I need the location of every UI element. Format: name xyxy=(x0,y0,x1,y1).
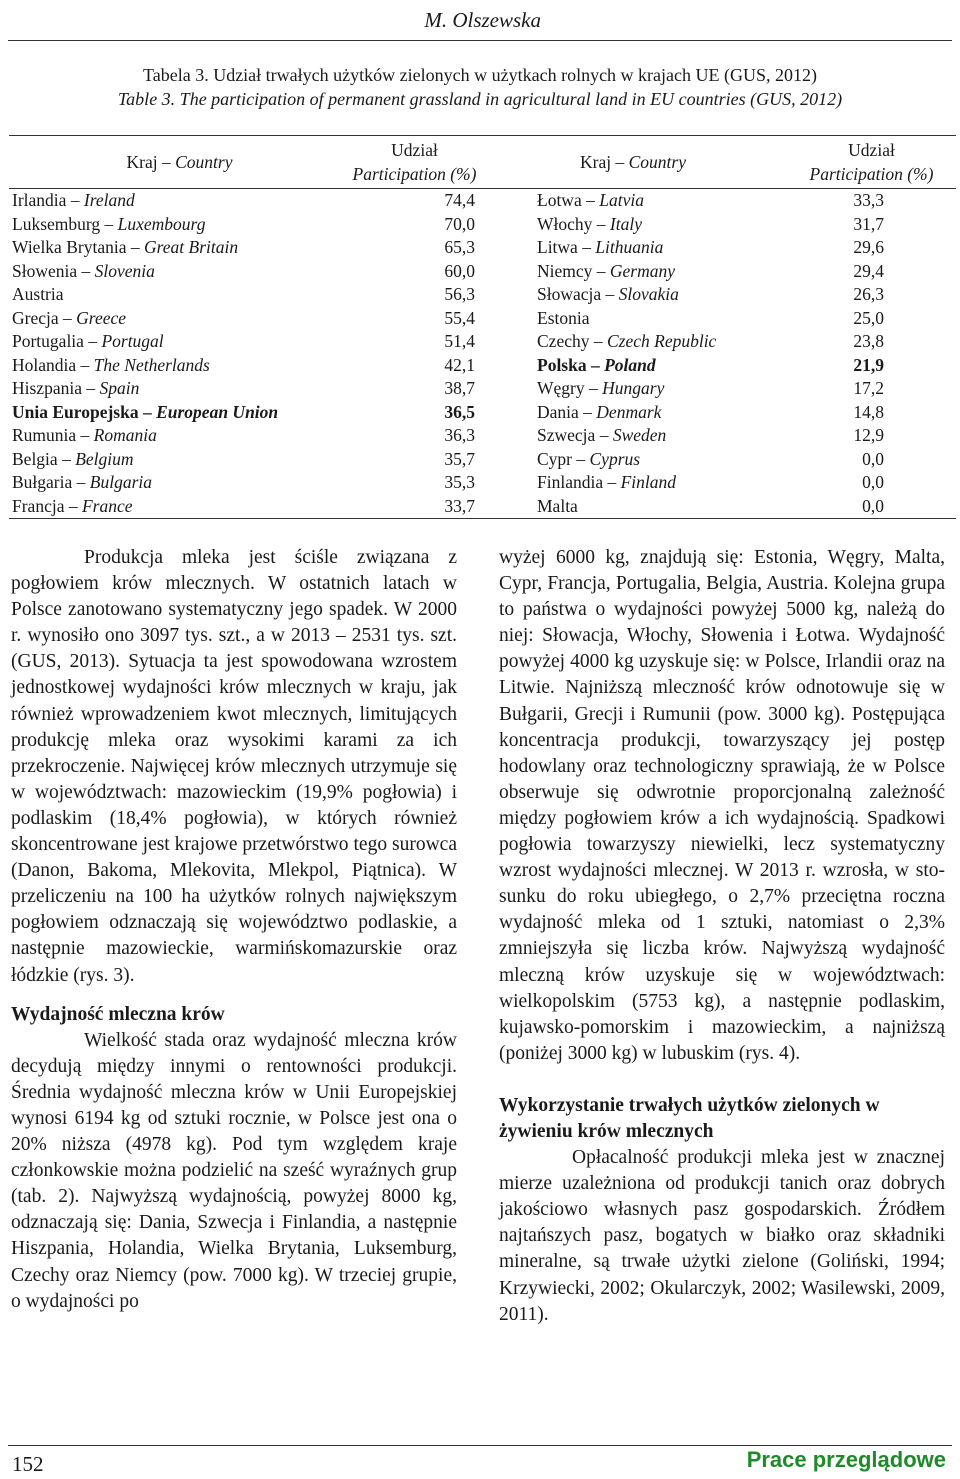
country-name-en: Czech Republic xyxy=(606,331,717,351)
paragraph: Wielkość stada oraz wydajność mleczna krów decydują między innymi o rentowności produkcji. Średnia wydajność mleczna krów w Unii Europejskiej wynosi 6194 kg od sztuki rocznie, w Polsce jest ona o 20% niższa (4978 kg). Pod tym względem kraje członkowskie można podzielić na sześć wyraźnych grup (tab. 2). Najwyższą wydajnością, powyżej 8000 kg, odznaczają się: Dania, Szwecja i Finlandia, a następnie Hiszpania, Holandia, Wielka Brytania, Luksemburg, Czechy oraz Niemcy (pow. 7000 kg). W trzeciej grupie, o wydajności po xyxy=(11,1029,457,1312)
share-value-cell: 29,4 xyxy=(853,260,884,281)
country-cell: Dania – Denmark xyxy=(537,401,662,422)
country-name-en: Spain xyxy=(99,378,140,398)
text-column-right xyxy=(499,545,945,1328)
header-share-pl: Udział xyxy=(391,140,438,160)
country-name-en: Greece xyxy=(76,307,127,328)
table-header-row xyxy=(9,136,956,189)
country-name-en: France xyxy=(81,495,133,516)
country-cell: Francja – France xyxy=(12,495,133,516)
table-row xyxy=(9,354,956,378)
share-value-cell: 25,0 xyxy=(853,307,884,328)
table-row xyxy=(9,424,956,448)
share-value-cell: 36,5 xyxy=(444,401,475,422)
country-cell: Rumunia – Romania xyxy=(12,425,157,445)
paragraph: Opłacalność produkcji mleka jest w znacznej mierze uzależniona od produkcji tanich oraz dobrych jakościowo własnych pasz gospodarskich. Źródłem najtańszych pasz, bogatych w białko oraz składniki mineralne, są trwałe użytki zielone (Goliński, 1994; Krzywiecki, 2002; Okularczyk, 2002; Wasilewski, 2009, 2011). xyxy=(499,1147,945,1325)
table-caption-pl: Tabela 3. Udział trwałych użytków zielonych w użytkach rolnych w krajach UE (GUS, 2012) xyxy=(142,65,818,85)
country-name-pl: Niemcy xyxy=(537,260,593,281)
header-share-en: Participation (%) xyxy=(809,164,934,184)
country-name-en: Poland xyxy=(604,354,656,375)
country-name-pl: Luksemburg xyxy=(12,213,101,234)
country-cell: Irlandia – Ireland xyxy=(12,190,135,210)
country-name-pl: Belgia xyxy=(12,448,58,469)
text-column-left xyxy=(11,545,457,1315)
share-value-cell: 33,3 xyxy=(853,190,884,210)
country-cell: Łotwa – Latvia xyxy=(537,190,644,210)
country-name-en: Cyprus xyxy=(589,448,641,469)
header-country-en: Country xyxy=(628,152,686,172)
grassland-share-table xyxy=(9,135,956,519)
country-name-pl: Holandia xyxy=(12,354,77,375)
share-value-cell: 31,7 xyxy=(853,213,884,234)
table-row xyxy=(9,307,956,331)
country-name-en: Belgium xyxy=(75,448,134,469)
share-value-cell: 60,0 xyxy=(444,260,475,281)
header-country-pl: Kraj xyxy=(580,152,612,172)
country-cell: Cypr – Cyprus xyxy=(537,448,641,469)
table-row xyxy=(9,448,956,472)
country-name-pl: Rumunia xyxy=(12,425,77,445)
share-value-cell: 74,4 xyxy=(444,190,475,210)
share-value-cell: 0,0 xyxy=(862,472,884,492)
country-name-en: Germany xyxy=(609,260,676,281)
header-rule xyxy=(8,40,952,41)
table-row xyxy=(9,260,956,284)
share-value-cell: 51,4 xyxy=(444,331,475,351)
country-name-pl: Słowenia xyxy=(12,260,78,281)
country-name-en: Italy xyxy=(609,213,642,234)
country-cell: Litwa – Lithuania xyxy=(537,237,664,257)
country-cell: Włochy – Italy xyxy=(537,213,642,234)
country-cell: Słowenia – Slovenia xyxy=(12,260,155,281)
share-value-cell: 65,3 xyxy=(444,237,475,257)
country-cell: Portugalia – Portugal xyxy=(12,331,164,351)
header-country-left: Kraj – Country xyxy=(126,152,233,172)
country-name-en: Ireland xyxy=(83,190,135,210)
header-country-pl: Kraj xyxy=(126,152,158,172)
country-name-pl: Słowacja xyxy=(537,284,602,304)
country-name-pl: Czechy xyxy=(537,331,590,351)
paragraph: wyżej 6000 kg, znajdują się: Estonia, Węgry, Malta, Cypr, Francja, Portugalia, Belgia, Austria. Kolejna grupa to państwa o wydajności powyżej 5000 kg, należą do niej: Słowacja, Włochy, Słowenia i Łotwa. Wydajność powyżej 4000 kg uzyskuje się: w Polsce, Irlandii oraz na Litwie. Najniższą mleczność krów odnotowuje się w Bułgarii, Grecji i Rumunii (pow. 3000 kg). Postępująca koncentracja produkcji, towarzyszący jej postęp hodowlany oraz technologiczny sprawiają, że w Polsce obserwuje się odwrotnie proporcjonalną zależność między pogłowiem krów a ich wydajnością. Spadkowi pogłowia towarzyszy niewielki, lecz systematyczny wzrost wydajności mlecznej. W 2013 r. wzrosła, w stosunku do roku ubiegłego, o 2,7% przeciętna roczna wydajność mleka od 1 sztuki, natomiast o 2,3% zmniejszyła się liczba krów. Najwyższą wydajność mleczną krów uzyskuje się w województwach: wielkopolskim (5753 kg), a następnie podlaskim, kujawsko-pomorskim i mazowieckim, a najniższą (poniżej 3000 kg) w lubuskim (rys. 4). xyxy=(499,547,945,1064)
country-cell: Holandia – The Netherlands xyxy=(12,354,210,375)
country-cell: Grecja – Greece xyxy=(12,307,127,328)
table-row xyxy=(9,283,956,307)
country-cell: Niemcy – Germany xyxy=(537,260,676,281)
share-value-cell: 35,3 xyxy=(444,472,475,492)
header-share-en: Participation (%) xyxy=(352,164,477,184)
country-name-pl: Węgry xyxy=(537,378,585,398)
table-row xyxy=(9,236,956,260)
country-name-en: The Netherlands xyxy=(93,354,210,375)
country-cell: Luksemburg – Luxembourg xyxy=(12,213,206,234)
share-value-cell: 17,2 xyxy=(853,378,884,398)
share-value-cell: 14,8 xyxy=(853,401,884,422)
country-name-en: Latvia xyxy=(599,190,644,210)
country-name-en: Great Britain xyxy=(143,237,239,257)
table-row xyxy=(9,330,956,354)
country-name-en: Finland xyxy=(620,472,677,492)
country-cell xyxy=(9,283,350,307)
header-country-en: Country xyxy=(175,152,233,172)
header-share-right xyxy=(787,136,956,189)
country-cell: Unia Europejska – European Union xyxy=(12,401,279,422)
section-label: Prace przeglądowe xyxy=(746,1447,946,1472)
share-value-cell: 55,4 xyxy=(444,307,475,328)
share-value-cell: 0,0 xyxy=(862,448,884,469)
country-cell: Wielka Brytania – Great Britain xyxy=(12,237,239,257)
country-name-en: Bulgaria xyxy=(89,472,152,492)
country-name-en: Slovenia xyxy=(94,260,155,281)
share-value-cell: 56,3 xyxy=(444,284,475,304)
country-name-pl: Dania xyxy=(537,401,579,422)
country-name-pl: Bułgaria xyxy=(12,472,73,492)
country-name-en: Denmark xyxy=(596,401,662,422)
country-cell: Bułgaria – Bulgaria xyxy=(12,472,152,492)
country-cell: Słowacja – Slovakia xyxy=(537,284,679,304)
share-value-cell: 21,9 xyxy=(853,354,884,375)
footer-rule xyxy=(8,1445,952,1446)
country-name-pl: Hiszpania xyxy=(12,378,82,398)
country-name-pl: Grecja xyxy=(12,307,59,328)
table-row xyxy=(9,213,956,237)
section-heading: Wykorzystanie trwałych użytków zielonych w żywieniu krów mlecznych xyxy=(499,1094,880,1142)
country-name-en: Romania xyxy=(93,425,157,445)
share-value-cell: 35,7 xyxy=(444,448,475,469)
table-row xyxy=(9,377,956,401)
country-name-pl: Austria xyxy=(12,284,64,304)
section-heading: Wydajność mleczna krów xyxy=(11,1003,225,1025)
country-cell: Finlandia – Finland xyxy=(537,472,677,492)
country-name-pl: Finlandia xyxy=(537,472,604,492)
share-value-cell: 26,3 xyxy=(853,284,884,304)
header-country-right: Kraj – Country xyxy=(580,152,686,172)
country-name-pl: Łotwa xyxy=(537,190,582,210)
header-share-left xyxy=(350,136,479,189)
country-name-pl: Cypr xyxy=(537,448,572,469)
country-name-pl: Litwa xyxy=(537,237,578,257)
table-row xyxy=(9,495,956,519)
country-name-pl: Portugalia xyxy=(12,331,84,351)
country-name-pl: Malta xyxy=(537,495,578,516)
share-value-cell: 12,9 xyxy=(853,425,884,445)
country-cell xyxy=(479,307,787,331)
country-name-en: Sweden xyxy=(612,425,667,445)
country-cell: Belgia – Belgium xyxy=(12,448,134,469)
table-row xyxy=(9,401,956,425)
share-value-cell: 42,1 xyxy=(444,354,475,375)
country-cell: Węgry – Hungary xyxy=(537,378,665,398)
country-name-pl: Włochy xyxy=(537,213,593,234)
header-share-pl: Udział xyxy=(848,140,895,160)
country-cell: Szwecja – Sweden xyxy=(537,425,667,445)
country-cell: Polska – Poland xyxy=(537,354,656,375)
running-header-author: M. Olszewska xyxy=(424,8,541,32)
country-name-pl: Polska xyxy=(537,354,587,375)
share-value-cell: 38,7 xyxy=(444,378,475,398)
country-cell: Czechy – Czech Republic xyxy=(537,331,717,351)
country-name-en: Slovakia xyxy=(618,284,679,304)
share-value-cell: 70,0 xyxy=(444,213,475,234)
country-name-en: Luxembourg xyxy=(117,213,206,234)
country-name-en: Hungary xyxy=(602,378,665,398)
share-value-cell: 36,3 xyxy=(444,425,475,445)
table-body xyxy=(9,189,956,519)
country-name-pl: Szwecja xyxy=(537,425,596,445)
country-name-pl: Estonia xyxy=(537,307,590,328)
country-name-pl: Irlandia xyxy=(12,190,67,210)
country-cell: Hiszpania – Spain xyxy=(12,378,140,398)
paragraph: Produkcja mleka jest ściśle związana z pogłowiem krów mlecznych. W ostatnich latach w Polsce zanotowano systematyczny jego spadek. W 2000 r. wynosiło ono 3097 tys. szt., a w 2013 – 2531 tys. szt. (GUS, 2013). Sytuacja ta jest spowodowana wzrostem jednostkowej wydajności krów mlecznych w kraju, jak również wprowadzeniem kwot mlecznych, limitujących produkcję mleka oraz wysokimi karami za ich przekroczenie. Najwięcej krów mlecznych utrzymuje się w województwach: mazowieckim (19,9% pogłowia) i podlaskim (18,4% pogłowia), w których również skoncentrowane jest krajowe przetwórstwo tego surowca (Danon, Bakoma, Mlekovita, Mlekpol, Piątnica). W przeliczeniu na 100 ha użytków rolnych największym pogłowiem odznaczają się województwo podlaskie, a następnie mazowieckie, warmińskomazurskie oraz łódzkie (rys. 3). xyxy=(11,547,457,986)
country-name-pl: Wielka Brytania xyxy=(12,237,127,257)
country-name-en: Portugal xyxy=(101,331,164,351)
share-value-cell: 23,8 xyxy=(853,331,884,351)
country-name-pl: Francja xyxy=(12,495,65,516)
table-row xyxy=(9,471,956,495)
country-name-en: Lithuania xyxy=(595,237,664,257)
country-name-en: European Union xyxy=(156,401,279,422)
share-value-cell: 0,0 xyxy=(862,495,884,516)
table-row xyxy=(9,189,956,213)
page-number: 152 xyxy=(12,1452,44,1476)
country-cell xyxy=(479,495,787,519)
table-caption-en: Table 3. The participation of permanent grassland in agricultural land in EU countries (GUS, 2012) xyxy=(117,89,843,109)
country-name-pl: Unia Europejska xyxy=(12,401,139,422)
share-value-cell: 29,6 xyxy=(853,237,884,257)
share-value-cell: 33,7 xyxy=(444,495,475,516)
